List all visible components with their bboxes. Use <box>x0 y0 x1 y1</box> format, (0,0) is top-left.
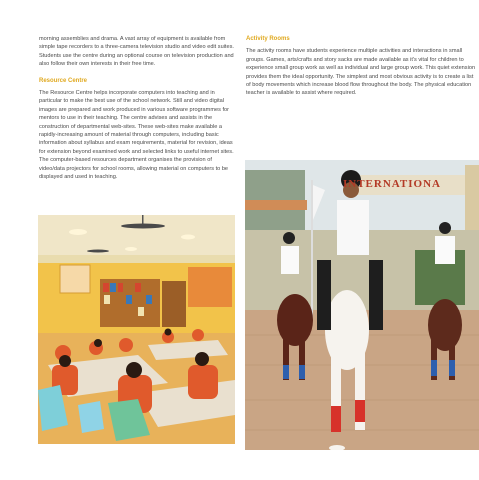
right-text-column <box>246 35 476 98</box>
activity-rooms-paragraph: The activity rooms have students experience multiple activities and interactions in small groups. Games, arts/crafts and story sacks are made available as it's vital for children to experience small group work as well as individual and large group work. This quiet extension provides them the ideal opportunity. The simplest and most obvious activity is to create a list of body movements which increase blood flow throughout the body. The physical education teacher is available to assist where required. <box>246 48 476 97</box>
resource-centre-paragraph: The Resource Centre helps incorporate computers into teaching and in particular to make the best use of the school network. Still and video digital images are prepared and work produced in various software programmes for mentors to use in their teaching. The centre advises and assists in the construction of departmental web-sites. These web-sites make available a rapidly-increasing amount of material through computers, including basic information about syllabus and exam requirements, material for revision, ideas for extension beyond examined work and selected links to useful internet sites. The computer-based resources department organises the provision of video/data projectors for school rooms, allowing material on computers to be displayed and used in teaching. <box>39 90 234 181</box>
left-text-column <box>39 35 235 182</box>
horse-riding-photo <box>245 160 479 450</box>
classroom-illustration <box>38 215 235 444</box>
horse-riding-illustration <box>245 160 479 450</box>
intro-paragraph: morning assemblies and drama. A vast array of equipment is available from simple tape recorders to a three-camera television studio and video edit suites. Students use the centre during an optional course on television production and also follow their own interests in their free time. <box>39 36 234 68</box>
classroom-photo <box>38 215 235 444</box>
gate-sign-text: INTERNATIONA <box>343 178 441 190</box>
activity-rooms-heading: Activity Rooms <box>246 36 290 42</box>
resource-centre-heading: Resource Centre <box>39 77 88 84</box>
